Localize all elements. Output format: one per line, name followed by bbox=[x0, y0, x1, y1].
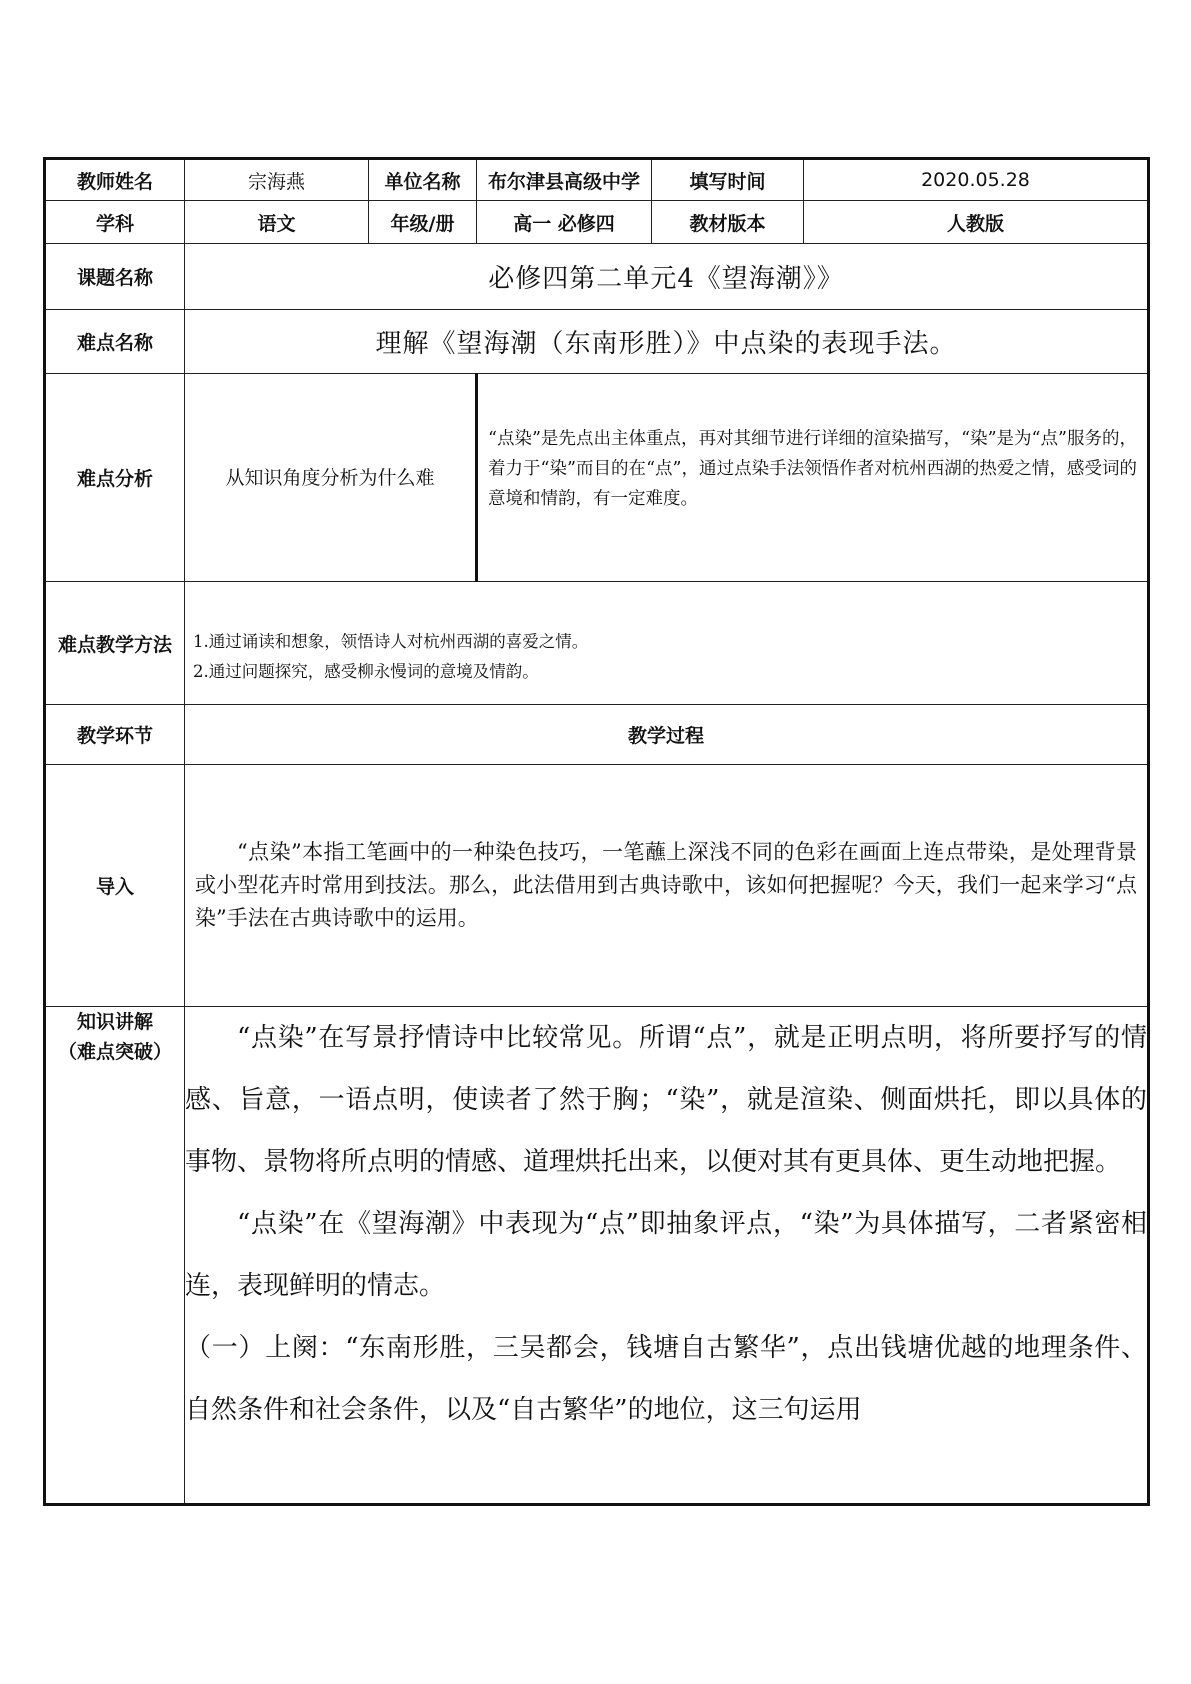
method-item: 1.通过诵读和想象，领悟诗人对杭州西湖的喜爱之情。 bbox=[193, 632, 589, 651]
stage-label: 教学环节 bbox=[45, 705, 185, 765]
edition-value: 人教版 bbox=[804, 201, 1149, 244]
knowledge-paragraph: “点染”在写景抒情诗中比较常见。所谓“点”，就是正明点明，将所要抒写的情感、旨意，一语点明，使读者了然于胸；“染”，就是渲染、侧面烘托，即以具体的事物、景物将所点明的情感、道理烘托出来，以便对其有更具体、更生动地把握。 bbox=[185, 1023, 1147, 1177]
grade-value: 高一 必修四 bbox=[477, 201, 652, 244]
row-subject bbox=[45, 201, 1149, 244]
process-label: 教学过程 bbox=[185, 705, 1149, 765]
analysis-sublabel-cell bbox=[185, 374, 477, 582]
analysis-text: “点染”是先点出主体重点，再对其细节进行详细的渲染描写，“染”是为“点”服务的，着力于“染”而目的在“点”，通过点染手法领悟作者对杭州西湖的热爱之情，感受词的意境和情韵，有一定难度。 bbox=[488, 429, 1137, 509]
method-item: 2.通过问题探究，感受柳永慢词的意境及情韵。 bbox=[193, 662, 539, 681]
row-intro bbox=[45, 765, 1149, 1007]
unit-name-value: 布尔津县高级中学 bbox=[477, 159, 652, 201]
grade-label: 年级/册 bbox=[369, 201, 477, 244]
knowledge-label-cell bbox=[45, 1007, 185, 1505]
knowledge-label: 知识讲解 bbox=[76, 1011, 153, 1033]
row-knowledge bbox=[45, 1007, 1149, 1505]
lesson-form-table bbox=[43, 157, 1150, 1506]
row-stage-header bbox=[45, 705, 1149, 765]
methods-label: 难点教学方法 bbox=[45, 582, 185, 705]
methods-cell bbox=[185, 582, 1149, 705]
analysis-text-cell bbox=[477, 374, 1149, 582]
knowledge-paragraph: “点染”在《望海潮》中表现为“点”即抽象评点，“染”为具体描写，二者紧密相连，表现鲜明的情志。 bbox=[185, 1209, 1147, 1301]
lesson-title-value: 必修四第二单元4《望海潮》》 bbox=[185, 244, 1149, 310]
row-analysis bbox=[45, 374, 1149, 582]
difficulty-value: 理解《望海潮（东南形胜）》中点染的表现手法。 bbox=[185, 310, 1149, 374]
edition-label: 教材版本 bbox=[652, 201, 804, 244]
lesson-title-label: 课题名称 bbox=[45, 244, 185, 310]
teacher-name-label: 教师姓名 bbox=[45, 159, 185, 201]
row-methods bbox=[45, 582, 1149, 705]
fill-time-value: 2020.05.28 bbox=[804, 159, 1149, 201]
teacher-name-value: 宗海燕 bbox=[185, 159, 369, 201]
knowledge-content-cell bbox=[185, 1007, 1149, 1505]
intro-label: 导入 bbox=[45, 765, 185, 1007]
subject-value: 语文 bbox=[185, 201, 369, 244]
row-title bbox=[45, 244, 1149, 310]
subject-label: 学科 bbox=[45, 201, 185, 244]
analysis-label: 难点分析 bbox=[45, 374, 185, 582]
unit-name-label: 单位名称 bbox=[369, 159, 477, 201]
row-teacher bbox=[45, 159, 1149, 201]
row-difficulty bbox=[45, 310, 1149, 374]
intro-cell bbox=[185, 765, 1149, 1007]
knowledge-sublabel: （难点突破） bbox=[57, 1041, 172, 1063]
difficulty-label: 难点名称 bbox=[45, 310, 185, 374]
fill-time-label: 填写时间 bbox=[652, 159, 804, 201]
intro-text bbox=[185, 836, 1147, 935]
analysis-sublabel: 从知识角度分析为什么难 bbox=[225, 466, 435, 489]
intro-paragraph: “点染”本指工笔画中的一种染色技巧，一笔蘸上深浅不同的色彩在画面上连点带染，是处理背景或小型花卉时常用到技法。那么，此法借用到古典诗歌中，该如何把握呢？今天，我们一起来学习“点染”手法在古典诗歌中的运用。 bbox=[195, 840, 1137, 930]
knowledge-paragraph: （一）上阕：“东南形胜，三吴都会，钱塘自古繁华”，点出钱塘优越的地理条件、自然条件和社会条件，以及“自古繁华”的地位，这三句运用 bbox=[185, 1333, 1147, 1425]
